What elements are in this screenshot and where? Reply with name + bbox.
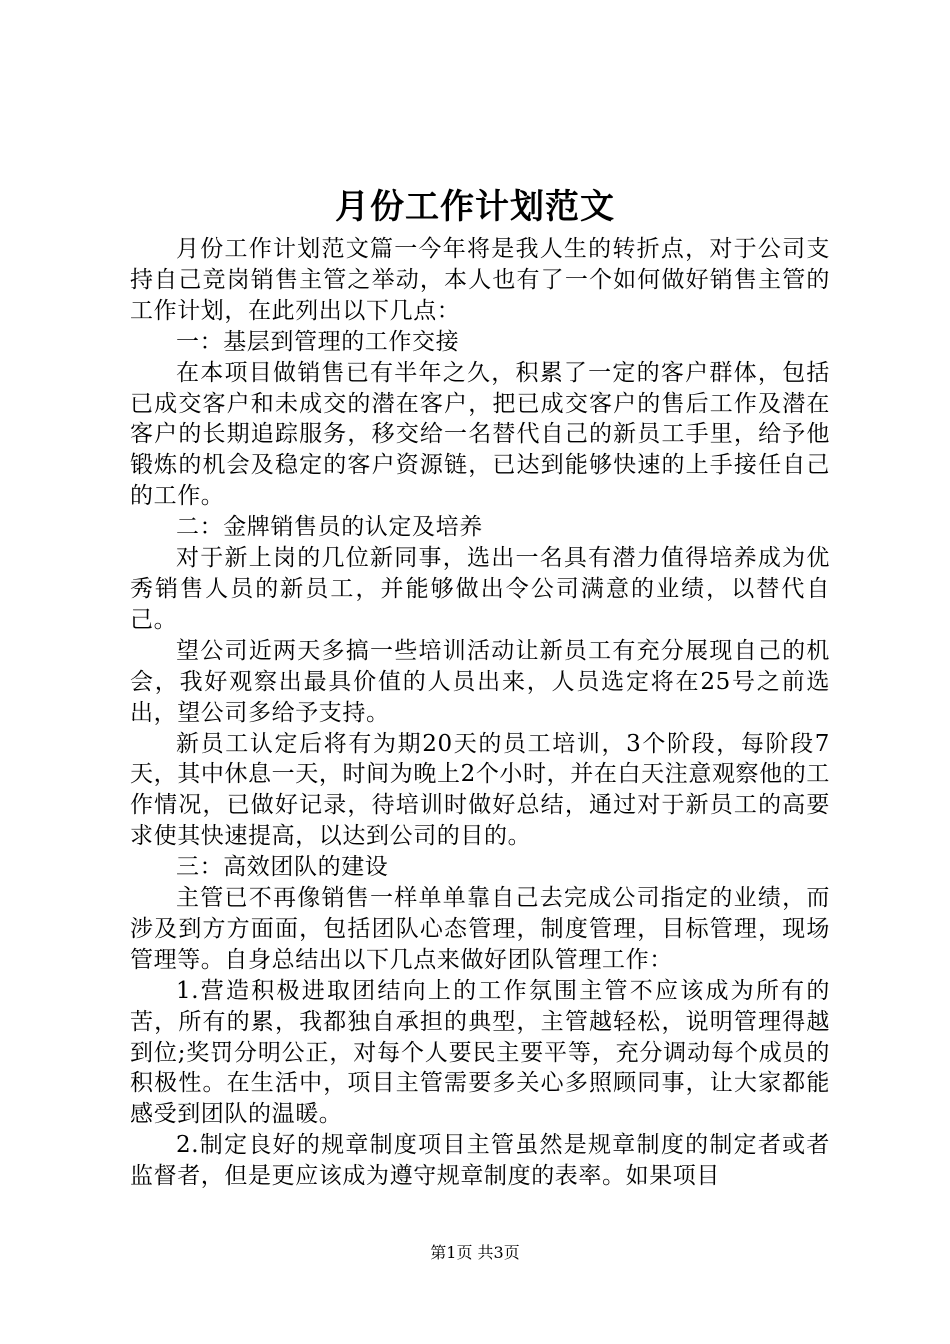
- paragraph-handover: 在本项目做销售已有半年之久，积累了一定的客户群体，包括已成交客户和未成交的潜在客户，把已成交客户的售后工作及潜在客户的长期追踪服务，移交给一名替代自己的新员工手里，给予他锻炼的机会及稳定的客户资源链，已达到能够快速的上手接任自己的工作。: [130, 359, 830, 510]
- paragraph-training-request: 望公司近两天多搞一些培训活动让新员工有充分展现自己的机会，我好观察出最具价值的人员出来，人员选定将在25号之前选出，望公司多给予支持。: [130, 637, 830, 726]
- paragraph-intro: 月份工作计划范文篇一今年将是我人生的转折点，对于公司支持自己竞岗销售主管之举动，本人也有了一个如何做好销售主管的工作计划，在此列出以下几点：: [130, 236, 830, 324]
- section-heading-3: 三：高效团队的建设: [176, 854, 389, 881]
- document-title: 月份工作计划范文: [335, 187, 615, 227]
- section-heading-1: 一：基层到管理的工作交接: [176, 328, 460, 355]
- paragraph-selection: 对于新上岗的几位新同事，选出一名具有潜力值得培养成为优秀销售人员的新员工，并能够做出令公司满意的业绩，以替代自己。: [130, 545, 830, 633]
- paragraph-point-1: 1.营造积极进取团结向上的工作氛围主管不应该成为所有的苦，所有的累，我都独自承担的典型，主管越轻松，说明管理得越到位;奖罚分明公正，对每个人要民主要平等，充分调动每个成员的积极性。在生活中，项目主管需要多关心多照顾同事，让大家都能感受到团队的温暖。: [130, 977, 830, 1128]
- paragraph-point-2: 2.制定良好的规章制度项目主管虽然是规章制度的制定者或者监督者，但是更应该成为遵守规章制度的表率。如果项目: [130, 1132, 830, 1190]
- document-body: [130, 234, 830, 1192]
- paragraph-training-plan: 新员工认定后将有为期20天的员工培训，3个阶段，每阶段7天，其中休息一天，时间为晚上2个小时，并在白天注意观察他的工作情况，已做好记录，待培训时做好总结，通过对于新员工的高要求使其快速提高，以达到公司的目的。: [130, 730, 830, 850]
- paragraph-team-management: 主管已不再像销售一样单单靠自己去完成公司指定的业绩，而涉及到方方面面，包括团队心态管理，制度管理，目标管理，现场管理等。自身总结出以下几点来做好团队管理工作：: [130, 885, 830, 973]
- page-number-footer: 第1页 共3页: [430, 1243, 520, 1262]
- section-heading-2: 二：金牌销售员的认定及培养: [176, 514, 483, 541]
